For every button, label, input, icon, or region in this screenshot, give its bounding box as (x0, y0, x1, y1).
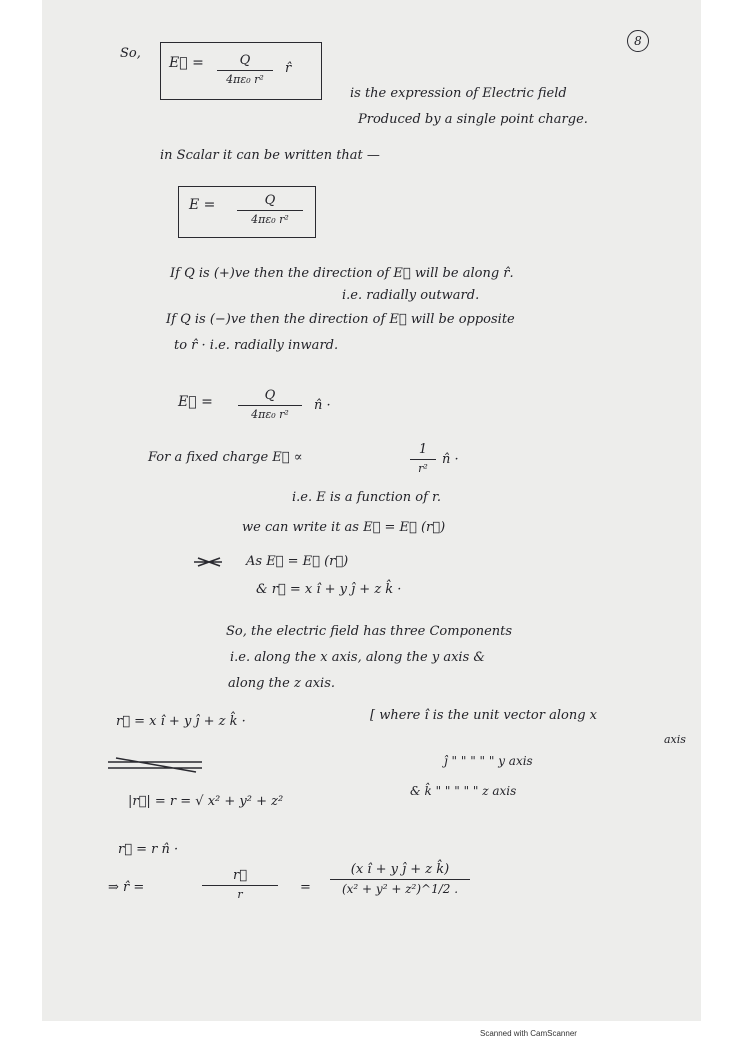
eq3-lhs: E⃗ = (178, 394, 213, 410)
three-components-line-1: So, the electric field has three Components (226, 624, 513, 639)
fraction-bar (202, 885, 278, 886)
fixed-charge-line: For a fixed charge E⃗ ∝ (148, 450, 303, 465)
box2-numerator: Q (264, 193, 276, 208)
negative-charge-line-1: If Q is (−)ve then the direction of E⃗ will be opposite (166, 312, 515, 327)
scanner-watermark: Scanned with CamScanner (480, 1029, 577, 1038)
positive-charge-line-1: If Q is (+)ve then the direction of E⃗ will be along r̂. (170, 266, 514, 281)
final-numerator: (x î + y ĵ + z k̂) (350, 862, 450, 877)
eq3-numerator: Q (264, 388, 276, 403)
write-as-line: we can write it as E⃗ = E⃗ (r⃗) (242, 520, 446, 535)
prop-denominator: r² (418, 462, 428, 475)
box1-fraction (217, 53, 273, 86)
magnitude-r: |r⃗| = r = √ x² + y² + z² (128, 794, 284, 809)
rhat-equals: = (300, 880, 311, 895)
as-line: As E⃗ = E⃗ (r⃗) (246, 554, 349, 569)
fraction-bar (237, 210, 303, 211)
eq3-fraction (238, 388, 302, 421)
expression-line-1: is the expression of Electric field (350, 86, 567, 101)
box1-denominator: 4πε₀ r² (226, 73, 264, 86)
expression-line-2: Produced by a single point charge. (358, 112, 588, 127)
final-fraction (330, 862, 470, 896)
box2-lhs: E = (189, 197, 216, 213)
fraction-bar (238, 405, 302, 406)
notebook-page (42, 0, 701, 1021)
proportional-fraction (410, 442, 436, 475)
rhat-numerator: r⃗ (232, 868, 247, 883)
positive-charge-line-2: i.e. radially outward. (342, 288, 480, 303)
three-components-line-3: along the z axis. (228, 676, 336, 691)
scribble-mark (192, 555, 226, 569)
box1-numerator: Q (239, 53, 251, 68)
rhat-fraction (202, 868, 278, 901)
so-label: So, (120, 46, 141, 61)
function-of-r: i.e. E is a function of r. (292, 490, 441, 505)
three-components-line-2: i.e. along the x axis, along the y axis & (230, 650, 485, 665)
k-line: & k̂ " " " " " z axis (410, 784, 517, 798)
fraction-bar (217, 70, 273, 71)
r-vector: r⃗ = x î + y ĵ + z k̂ · (116, 714, 246, 729)
eq3-denominator: 4πε₀ r² (251, 408, 289, 421)
j-line: ĵ " " " " " y axis (444, 754, 533, 768)
fraction-bar (330, 879, 470, 880)
box2-fraction (237, 193, 303, 226)
scalar-intro: in Scalar it can be written that — (160, 148, 380, 163)
fraction-bar (410, 459, 436, 460)
equation-box-2 (178, 186, 316, 238)
r-equals-rn: r⃗ = r n̂ · (118, 842, 179, 857)
rhat-lhs: ⇒ r̂ = (108, 880, 145, 895)
page-number: 8 (627, 30, 649, 52)
prop-rhs: n̂ · (442, 452, 459, 467)
box1-rhat: r̂ (285, 61, 292, 76)
prop-numerator: 1 (418, 442, 428, 457)
r-components: & r⃗ = x î + y ĵ + z k̂ · (256, 582, 402, 597)
negative-charge-line-2: to r̂ · i.e. radially inward. (174, 338, 339, 353)
final-denominator: (x² + y² + z²)^1/2 . (341, 882, 459, 896)
rhat-denominator: r (237, 888, 243, 901)
box1-lhs: E⃗ = (169, 55, 204, 71)
equation-box-1 (160, 42, 322, 100)
eq3-rhs: n̂ · (314, 398, 331, 413)
where-i-line: [ where î is the unit vector along x (370, 708, 597, 723)
axis-word: axis (664, 733, 686, 746)
box2-denominator: 4πε₀ r² (251, 213, 289, 226)
struck-out-scribble (106, 756, 206, 774)
